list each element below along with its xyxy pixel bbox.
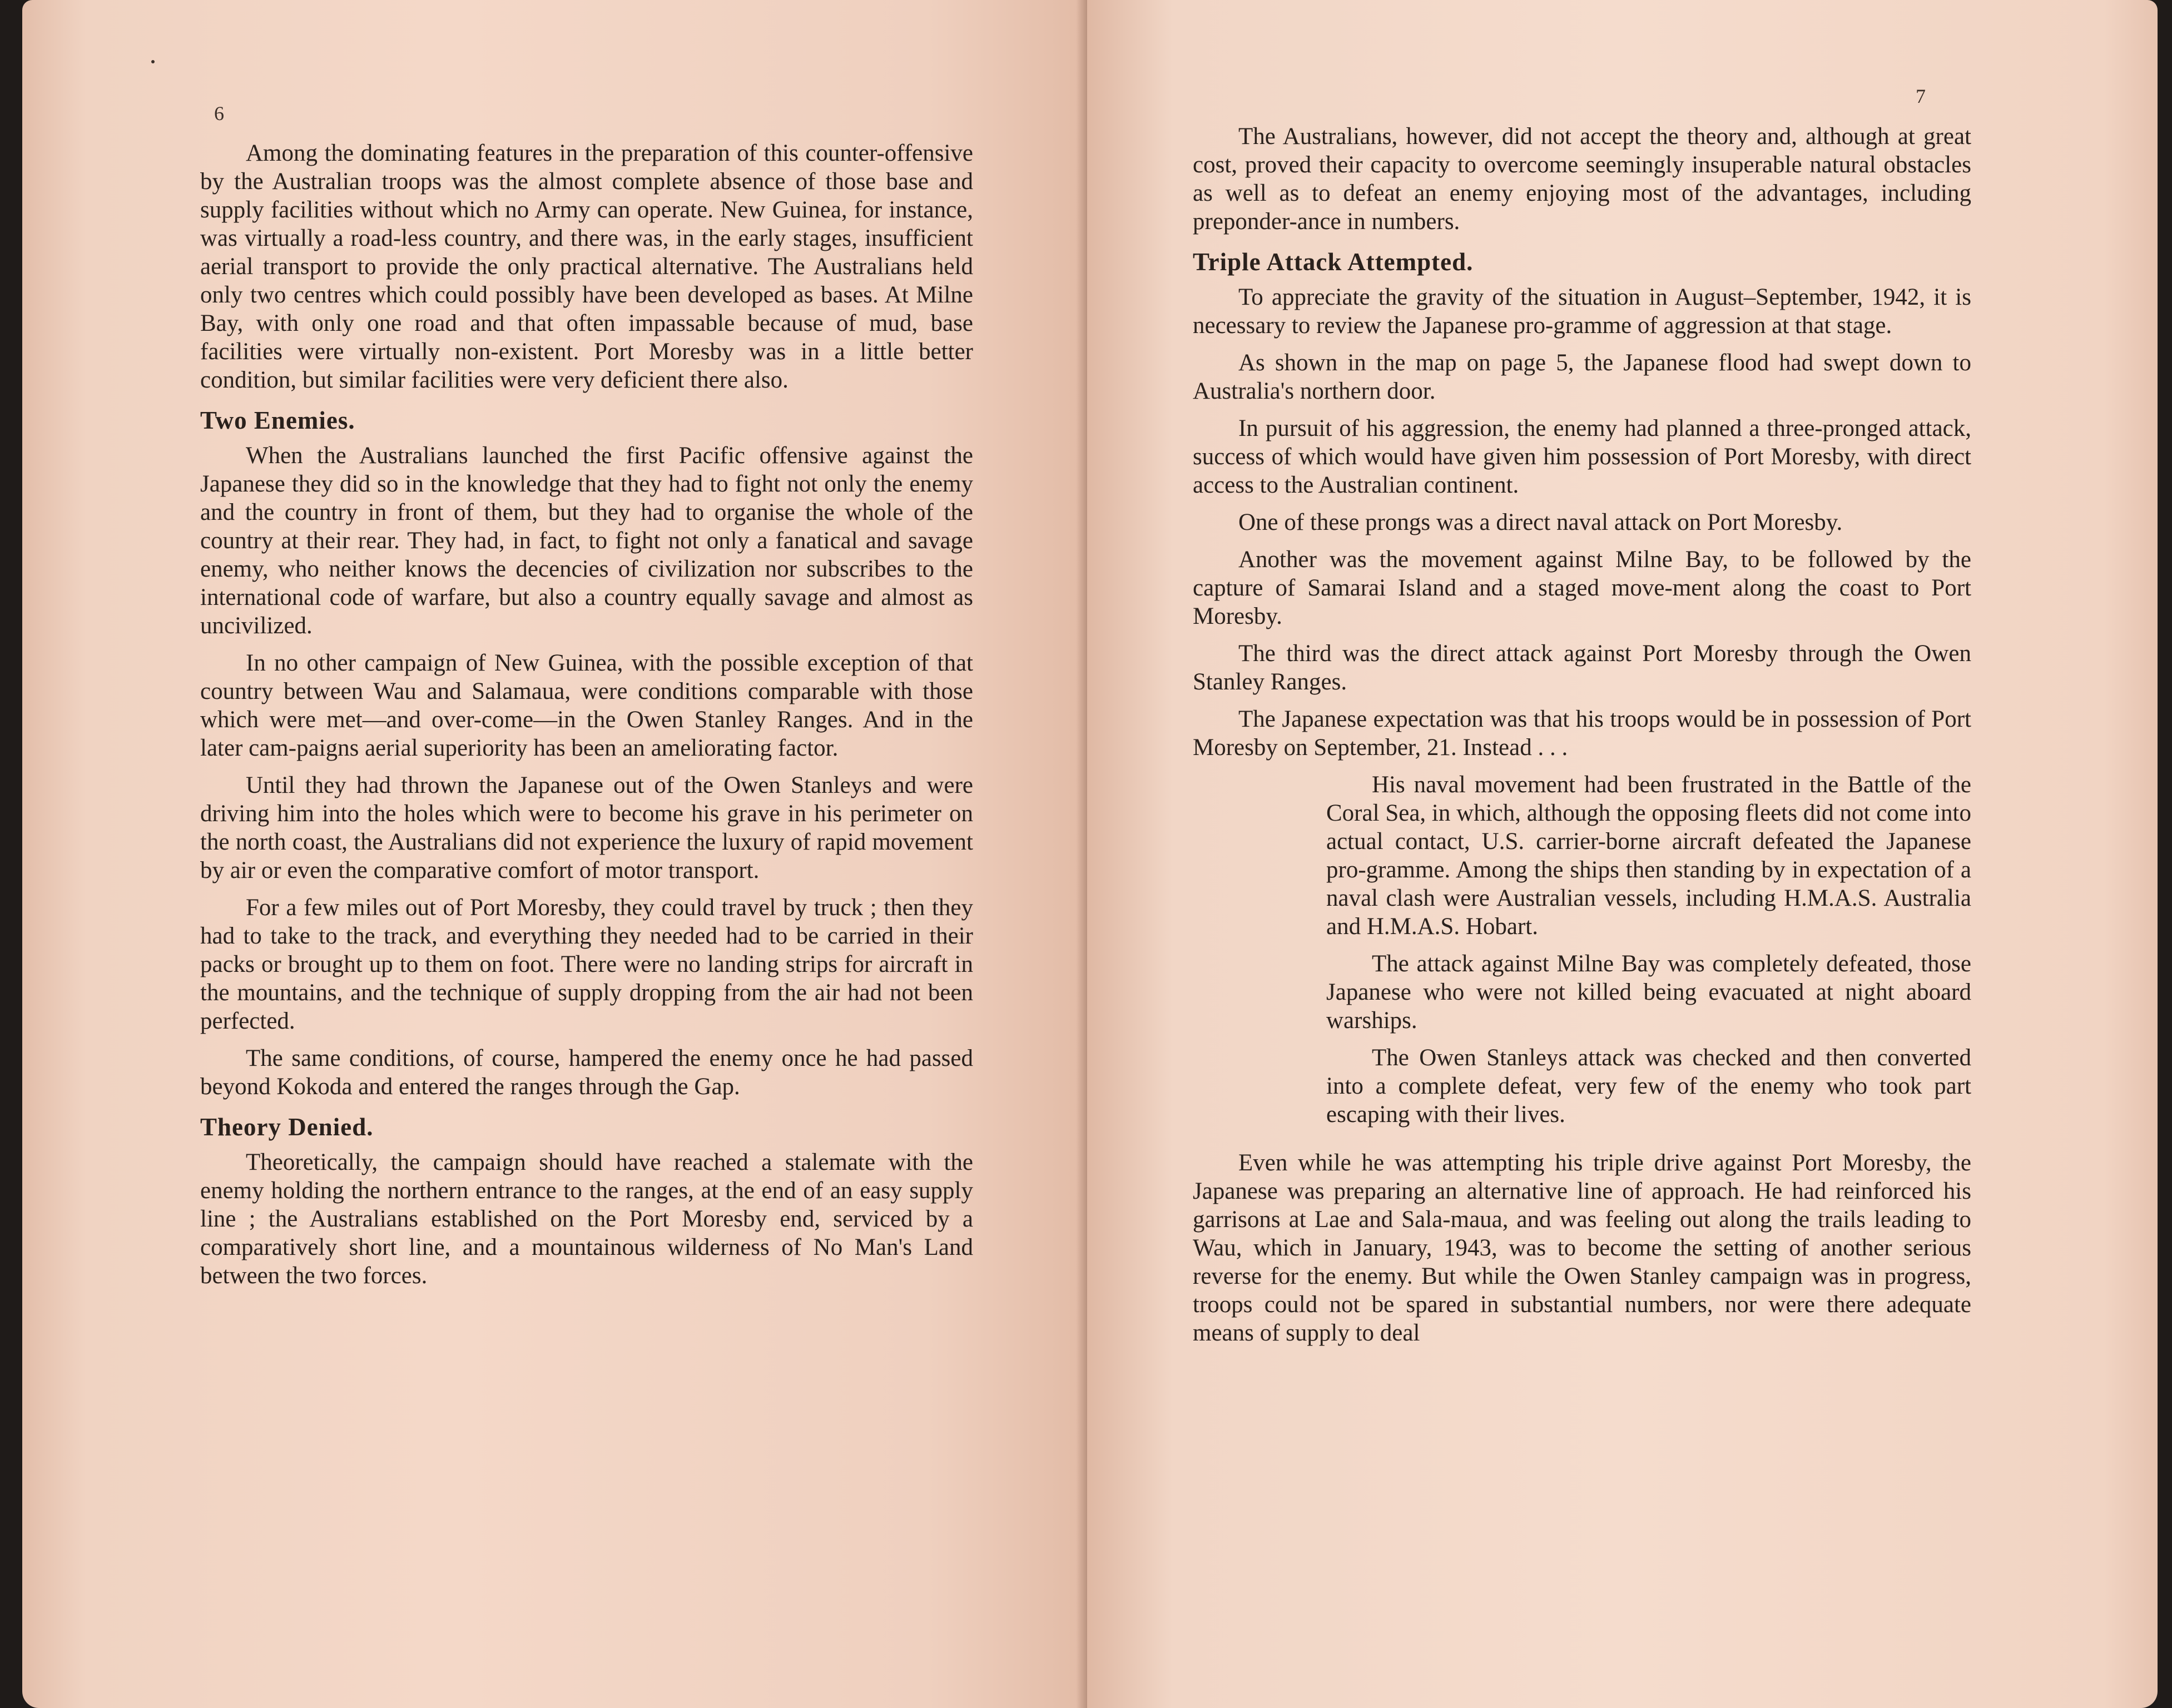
outcome-paragraph-milne-bay: The attack against Milne Bay was completely defeated, those Japanese who were not killed being evacuated at night aboard warships.	[1326, 951, 1971, 1034]
outcome-paragraph-naval: His naval movement had been frustrated in the Battle of the Coral Sea, in which, although the opposing fleets did not come into actual contact, U.S. carrier-borne aircraft defeated the Japanese pro-gramme. Among the ships then standing by in expectation of a naval clash were Australian vessels, including H.M.A.S. Australia and H.M.A.S. Hobart.	[1326, 772, 1971, 940]
triple-attack-paragraph-1: To appreciate the gravity of the situation in August–September, 1942, it is necessary to review the Japanese pro-gramme of aggression at that stage.	[1193, 284, 1971, 339]
two-enemies-paragraph-1: When the Australians launched the first Pacific offensive against the Japanese they did so in the knowledge that they had to fight not only the enemy and the country in front of them, but they had to organise the whole of the country at their rear. They had, in fact, to fight not only a fanatical and savage enemy, who neither knows the decencies of civilization nor subscribes to the international code of warfare, but also a country equally savage and almost as uncivilized.	[200, 443, 973, 639]
triple-attack-paragraph-3: In pursuit of his aggression, the enemy had planned a three-pronged attack, success of which would have given him possession of Port Moresby, with direct access to the Australian continent.	[1193, 415, 1971, 498]
triple-attack-paragraph-4: One of these prongs was a direct naval attack on Port Moresby.	[1238, 509, 1843, 535]
page-number-right: 7	[1916, 85, 1926, 107]
section-heading-two-enemies: Two Enemies.	[200, 406, 355, 434]
left-intro-paragraph: Among the dominating features in the preparation of this counter-offensive by the Australian troops was the almost complete absence of those base and supply facilities without which no Army can operate. New Guinea, for instance, was virtually a road-less country, and there was, in the early stages, insufficient aerial transport to provide the only practical alternative. The Australians held only two centres which could possibly have been developed as bases. At Milne Bay, with only one road and that often impassable because of mud, base facilities were virtually non-existent. Port Moresby was in a little better condition, but similar facilities were very deficient there also.	[200, 140, 973, 393]
section-heading-theory-denied: Theory Denied.	[200, 1113, 374, 1141]
two-enemies-paragraph-2: In no other campaign of New Guinea, with the possible exception of that country between Wau and Salamaua, were conditions comparable with those which were met—and over-come—in the Owen Stanley Ranges. And in the later cam-paigns aerial superiority has been an ameliorating factor.	[200, 650, 973, 761]
closing-paragraph: Even while he was attempting his triple drive against Port Moresby, the Japanese was preparing an alternative line of approach. He had reinforced his garrisons at Lae and Sala-maua, and was feeling out along the trails leading to Wau, which in January, 1943, was to become the setting of another serious reverse for the enemy. But while the Owen Stanley campaign was in progress, troops could not be spared in substantial numbers, nor were there adequate means of supply to deal	[1193, 1150, 1971, 1346]
triple-attack-paragraph-5: Another was the movement against Milne Bay, to be followed by the capture of Samarai Island and a staged move-ment along the coast to Port Moresby.	[1193, 547, 1971, 629]
triple-attack-paragraph-2: As shown in the map on page 5, the Japanese flood had swept down to Australia's northern door.	[1193, 350, 1971, 404]
two-enemies-paragraph-3: Until they had thrown the Japanese out of the Owen Stanleys and were driving him into the holes which were to become his grave in his perimeter on the north coast, the Australians did not experience the luxury of rapid movement by air or even the comparative comfort of motor transport.	[200, 772, 973, 883]
left-page	[22, 0, 1087, 1708]
section-heading-triple-attack: Triple Attack Attempted.	[1193, 248, 1474, 276]
outcome-paragraph-owen-stanleys: The Owen Stanleys attack was checked and then converted into a complete defeat, very few of the enemy who took part escaping with their lives.	[1326, 1045, 1971, 1128]
two-enemies-paragraph-4: For a few miles out of Port Moresby, they could travel by truck ; then they had to take to the track, and everything they needed had to be carried in their packs or brought up to them on foot. There were no landing strips for aircraft in the mountains, and the technique of supply dropping from the air had not been perfected.	[200, 895, 973, 1034]
two-enemies-paragraph-5: The same conditions, of course, hampered the enemy once he had passed beyond Kokoda and entered the ranges through the Gap.	[200, 1045, 973, 1100]
left-page-text-column	[200, 139, 973, 1299]
theory-denied-paragraph-1: Theoretically, the campaign should have reached a stalemate with the enemy holding the northern entrance to the ranges, at the end of an easy supply line ; the Australians established on the Port Moresby end, serviced by a comparatively short line, and a mountainous wilderness of No Man's Land between the two forces.	[200, 1149, 973, 1289]
indented-outcome-block	[1326, 771, 1971, 1129]
page-number-left: 6	[214, 102, 224, 125]
triple-attack-paragraph-6: The third was the direct attack against Port Moresby through the Owen Stanley Ranges.	[1193, 640, 1971, 695]
ink-speck-icon	[151, 60, 155, 63]
right-intro-paragraph: The Australians, however, did not accept the theory and, although at great cost, proved their capacity to overcome seemingly insuperable natural obstacles as well as to defeat an enemy enjoying most of the advantages, including preponder-ance in numbers.	[1193, 123, 1971, 235]
right-page-text-column	[1193, 122, 1971, 1356]
triple-attack-paragraph-7: The Japanese expectation was that his troops would be in possession of Port Moresby on September, 21. Instead . . .	[1193, 706, 1971, 761]
right-page	[1087, 0, 2158, 1708]
